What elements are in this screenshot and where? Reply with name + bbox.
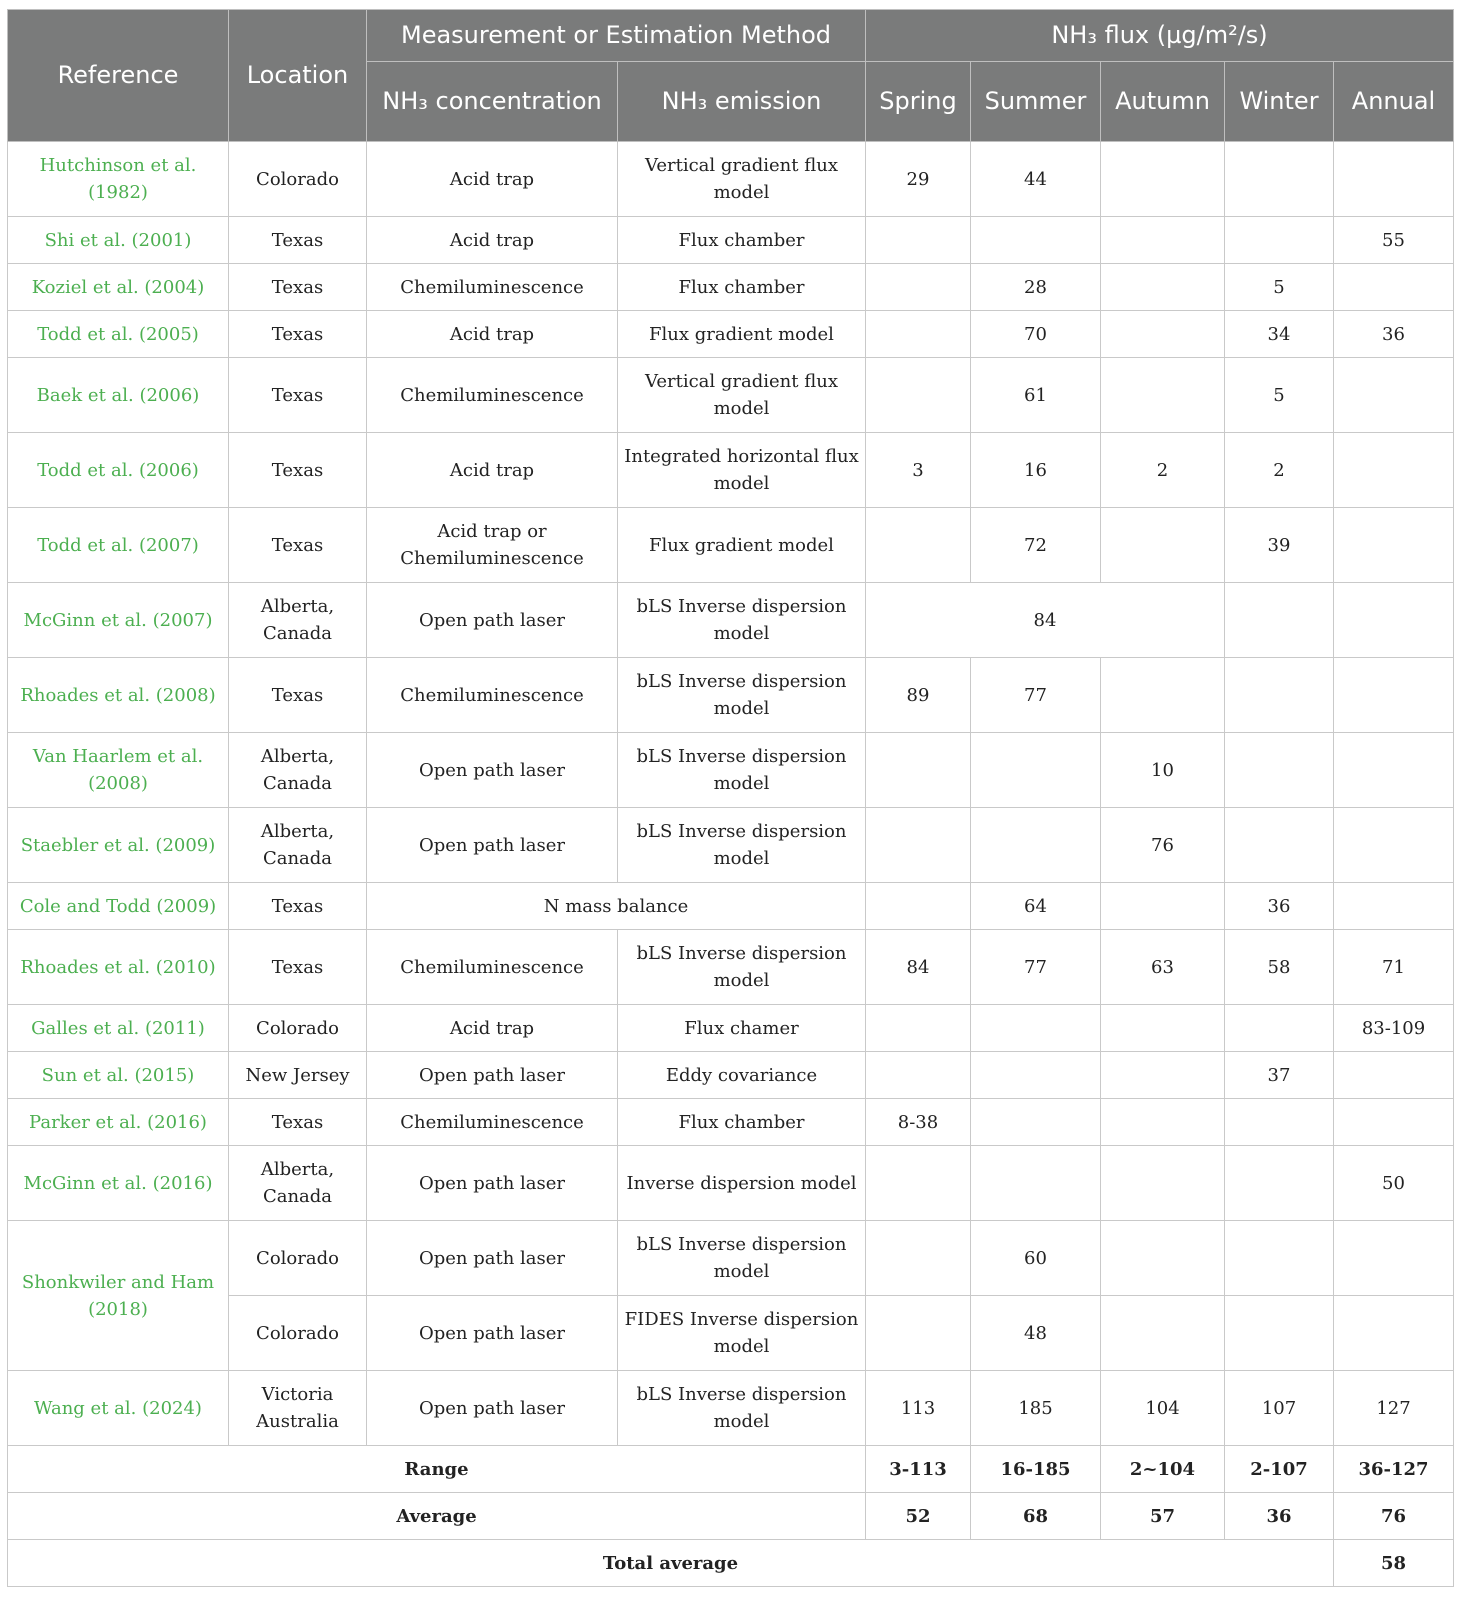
concentration-cell: Open path laser	[367, 1371, 618, 1446]
table-row	[8, 658, 1454, 733]
location-cell: Texas	[229, 883, 367, 930]
table-row	[8, 583, 1454, 658]
spring-cell	[866, 1296, 971, 1371]
emission-cell: bLS Inverse dispersion model	[618, 1371, 866, 1446]
spring-cell	[866, 883, 971, 930]
summer-cell: 44	[971, 142, 1101, 217]
location-cell: Texas	[229, 217, 367, 264]
autumn-cell	[1101, 658, 1225, 733]
table-row	[8, 1146, 1454, 1221]
winter-cell: 2	[1225, 433, 1334, 508]
location-cell: Texas	[229, 433, 367, 508]
total-average-annual: 58	[1334, 1540, 1454, 1587]
summer-cell	[971, 1005, 1101, 1052]
location-cell: Texas	[229, 358, 367, 433]
emission-cell: Flux gradient model	[618, 311, 866, 358]
annual-cell	[1334, 583, 1454, 658]
header-annual: Annual	[1334, 62, 1454, 142]
table-row	[8, 508, 1454, 583]
table-row	[8, 217, 1454, 264]
concentration-cell: Open path laser	[367, 1146, 618, 1221]
winter-cell	[1225, 1005, 1334, 1052]
reference-link[interactable]: Sun et al. (2015)	[8, 1052, 229, 1099]
table-row	[8, 808, 1454, 883]
spring-cell	[866, 1221, 971, 1296]
summer-cell	[971, 1146, 1101, 1221]
header-nh3-concentration: NH₃ concentration	[367, 62, 618, 142]
concentration-cell: Chemiluminescence	[367, 658, 618, 733]
reference-link[interactable]: Hutchinson et al. (1982)	[8, 142, 229, 217]
emission-cell: FIDES Inverse dispersion model	[618, 1296, 866, 1371]
concentration-cell: Open path laser	[367, 583, 618, 658]
average-winter: 36	[1225, 1493, 1334, 1540]
annual-cell: 36	[1334, 311, 1454, 358]
autumn-cell: 2	[1101, 433, 1225, 508]
concentration-cell: Chemiluminescence	[367, 1099, 618, 1146]
autumn-cell	[1101, 1099, 1225, 1146]
summer-cell	[971, 217, 1101, 264]
spring-cell	[866, 1146, 971, 1221]
concentration-cell: Chemiluminescence	[367, 930, 618, 1005]
annual-cell: 55	[1334, 217, 1454, 264]
winter-cell: 36	[1225, 883, 1334, 930]
emission-cell: Vertical gradient flux model	[618, 358, 866, 433]
annual-cell	[1334, 808, 1454, 883]
emission-cell: Inverse dispersion model	[618, 1146, 866, 1221]
table-row	[8, 358, 1454, 433]
header-reference: Reference	[8, 10, 229, 142]
location-cell: Texas	[229, 311, 367, 358]
reference-link[interactable]: Rhoades et al. (2010)	[8, 930, 229, 1005]
winter-cell: 5	[1225, 264, 1334, 311]
range-autumn: 2~104	[1101, 1446, 1225, 1493]
winter-cell	[1225, 808, 1334, 883]
range-spring: 3-113	[866, 1446, 971, 1493]
autumn-cell	[1101, 1221, 1225, 1296]
summer-cell: 64	[971, 883, 1101, 930]
location-cell: Texas	[229, 508, 367, 583]
emission-cell: bLS Inverse dispersion model	[618, 583, 866, 658]
summer-cell: 61	[971, 358, 1101, 433]
location-cell: Alberta, Canada	[229, 1146, 367, 1221]
concentration-cell: Acid trap	[367, 1005, 618, 1052]
spring-cell: 113	[866, 1371, 971, 1446]
location-cell: Alberta, Canada	[229, 583, 367, 658]
concentration-cell: Chemiluminescence	[367, 264, 618, 311]
autumn-cell	[1101, 311, 1225, 358]
autumn-cell: 10	[1101, 733, 1225, 808]
spring-to-autumn-cell: 84	[866, 583, 1225, 658]
spring-cell: 3	[866, 433, 971, 508]
header-nh3-emission: NH₃ emission	[618, 62, 866, 142]
spring-cell	[866, 358, 971, 433]
annual-cell	[1334, 433, 1454, 508]
reference-link[interactable]: Baek et al. (2006)	[8, 358, 229, 433]
annual-cell: 127	[1334, 1371, 1454, 1446]
autumn-cell	[1101, 358, 1225, 433]
table-row	[8, 733, 1454, 808]
emission-cell: Vertical gradient flux model	[618, 142, 866, 217]
table-row	[8, 433, 1454, 508]
concentration-cell: Open path laser	[367, 1296, 618, 1371]
winter-cell	[1225, 1296, 1334, 1371]
concentration-cell: Acid trap or Chemiluminescence	[367, 508, 618, 583]
location-cell: Alberta, Canada	[229, 733, 367, 808]
annual-cell: 50	[1334, 1146, 1454, 1221]
header-autumn: Autumn	[1101, 62, 1225, 142]
winter-cell	[1225, 1099, 1334, 1146]
location-cell: Colorado	[229, 1296, 367, 1371]
winter-cell	[1225, 1221, 1334, 1296]
autumn-cell	[1101, 264, 1225, 311]
concentration-cell: Acid trap	[367, 142, 618, 217]
spring-cell	[866, 217, 971, 264]
location-cell: Texas	[229, 658, 367, 733]
concentration-cell: Acid trap	[367, 217, 618, 264]
spring-cell	[866, 508, 971, 583]
autumn-cell	[1101, 1296, 1225, 1371]
average-annual: 76	[1334, 1493, 1454, 1540]
autumn-cell	[1101, 1005, 1225, 1052]
emission-cell: Flux chamber	[618, 264, 866, 311]
average-autumn: 57	[1101, 1493, 1225, 1540]
spring-cell	[866, 733, 971, 808]
annual-cell	[1334, 508, 1454, 583]
spring-cell	[866, 808, 971, 883]
range-winter: 2-107	[1225, 1446, 1334, 1493]
concentration-cell: Acid trap	[367, 311, 618, 358]
annual-cell	[1334, 1099, 1454, 1146]
reference-link[interactable]: Galles et al. (2011)	[8, 1005, 229, 1052]
autumn-cell	[1101, 883, 1225, 930]
method-cell: N mass balance	[367, 883, 866, 930]
location-cell: Texas	[229, 1099, 367, 1146]
header-winter: Winter	[1225, 62, 1334, 142]
table-row	[8, 1005, 1454, 1052]
table-row	[8, 930, 1454, 1005]
table-row	[8, 311, 1454, 358]
annual-cell	[1334, 1296, 1454, 1371]
location-cell: Texas	[229, 930, 367, 1005]
spring-cell	[866, 311, 971, 358]
summer-cell: 72	[971, 508, 1101, 583]
winter-cell: 107	[1225, 1371, 1334, 1446]
table-row	[8, 883, 1454, 930]
reference-link[interactable]: Koziel et al. (2004)	[8, 264, 229, 311]
emission-cell: bLS Inverse dispersion model	[618, 733, 866, 808]
spring-cell	[866, 1052, 971, 1099]
header-location: Location	[229, 10, 367, 142]
emission-cell: Eddy covariance	[618, 1052, 866, 1099]
range-annual: 36-127	[1334, 1446, 1454, 1493]
concentration-cell: Open path laser	[367, 1221, 618, 1296]
summer-cell: 16	[971, 433, 1101, 508]
emission-cell: Flux gradient model	[618, 508, 866, 583]
winter-cell	[1225, 217, 1334, 264]
autumn-cell	[1101, 508, 1225, 583]
reference-link[interactable]: Cole and Todd (2009)	[8, 883, 229, 930]
summer-cell	[971, 1052, 1101, 1099]
annual-cell	[1334, 264, 1454, 311]
emission-cell: Integrated horizontal flux model	[618, 433, 866, 508]
concentration-cell: Open path laser	[367, 733, 618, 808]
reference-link[interactable]: Todd et al. (2006)	[8, 433, 229, 508]
table-row	[8, 1221, 1454, 1296]
winter-cell	[1225, 1146, 1334, 1221]
winter-cell	[1225, 733, 1334, 808]
winter-cell: 5	[1225, 358, 1334, 433]
header-spring: Spring	[866, 62, 971, 142]
location-cell: Colorado	[229, 142, 367, 217]
summer-cell: 77	[971, 930, 1101, 1005]
table-row	[8, 1371, 1454, 1446]
total-average-row	[8, 1540, 1454, 1587]
autumn-cell: 76	[1101, 808, 1225, 883]
emission-cell: bLS Inverse dispersion model	[618, 808, 866, 883]
emission-cell: Flux chamer	[618, 1005, 866, 1052]
winter-cell: 39	[1225, 508, 1334, 583]
summer-cell	[971, 733, 1101, 808]
average-label: Average	[8, 1493, 866, 1540]
emission-cell: Flux chamber	[618, 1099, 866, 1146]
annual-cell	[1334, 358, 1454, 433]
summer-cell: 48	[971, 1296, 1101, 1371]
reference-link[interactable]: McGinn et al. (2016)	[8, 1146, 229, 1221]
summer-cell	[971, 808, 1101, 883]
summer-cell: 60	[971, 1221, 1101, 1296]
spring-cell: 84	[866, 930, 971, 1005]
winter-cell	[1225, 583, 1334, 658]
reference-link[interactable]: Wang et al. (2024)	[8, 1371, 229, 1446]
table-row	[8, 264, 1454, 311]
emission-cell: bLS Inverse dispersion model	[618, 658, 866, 733]
annual-cell: 83-109	[1334, 1005, 1454, 1052]
annual-cell	[1334, 1221, 1454, 1296]
winter-cell	[1225, 658, 1334, 733]
reference-link[interactable]: Staebler et al. (2009)	[8, 808, 229, 883]
annual-cell	[1334, 1052, 1454, 1099]
spring-cell: 29	[866, 142, 971, 217]
spring-cell: 89	[866, 658, 971, 733]
spring-cell	[866, 1005, 971, 1052]
reference-link[interactable]: Shi et al. (2001)	[8, 217, 229, 264]
summer-cell: 28	[971, 264, 1101, 311]
emission-cell: Flux chamber	[618, 217, 866, 264]
table-row	[8, 1099, 1454, 1146]
location-cell: New Jersey	[229, 1052, 367, 1099]
annual-cell	[1334, 142, 1454, 217]
annual-cell: 71	[1334, 930, 1454, 1005]
header-row-1	[8, 10, 1454, 62]
winter-cell: 58	[1225, 930, 1334, 1005]
reference-link[interactable]: Shonkwiler and Ham (2018)	[8, 1221, 229, 1371]
table-row	[8, 1052, 1454, 1099]
concentration-cell: Open path laser	[367, 1052, 618, 1099]
summer-cell: 185	[971, 1371, 1101, 1446]
reference-link[interactable]: Rhoades et al. (2008)	[8, 658, 229, 733]
average-summer: 68	[971, 1493, 1101, 1540]
autumn-cell: 104	[1101, 1371, 1225, 1446]
concentration-cell: Open path laser	[367, 808, 618, 883]
concentration-cell: Chemiluminescence	[367, 358, 618, 433]
autumn-cell	[1101, 217, 1225, 264]
range-row	[8, 1446, 1454, 1493]
winter-cell	[1225, 142, 1334, 217]
table-row	[8, 142, 1454, 217]
reference-link[interactable]: McGinn et al. (2007)	[8, 583, 229, 658]
reference-link[interactable]: Van Haarlem et al. (2008)	[8, 733, 229, 808]
autumn-cell	[1101, 1146, 1225, 1221]
winter-cell: 34	[1225, 311, 1334, 358]
summer-cell: 77	[971, 658, 1101, 733]
spring-cell: 8-38	[866, 1099, 971, 1146]
header-summer: Summer	[971, 62, 1101, 142]
range-summer: 16-185	[971, 1446, 1101, 1493]
range-label: Range	[8, 1446, 866, 1493]
location-cell: Victoria Australia	[229, 1371, 367, 1446]
autumn-cell	[1101, 142, 1225, 217]
summer-cell: 70	[971, 311, 1101, 358]
location-cell: Colorado	[229, 1221, 367, 1296]
autumn-cell	[1101, 1052, 1225, 1099]
summer-cell	[971, 1099, 1101, 1146]
winter-cell: 37	[1225, 1052, 1334, 1099]
spring-cell	[866, 264, 971, 311]
reference-link[interactable]: Parker et al. (2016)	[8, 1099, 229, 1146]
reference-link[interactable]: Todd et al. (2007)	[8, 508, 229, 583]
header-flux-group: NH₃ flux (µg/m²/s)	[866, 10, 1454, 62]
ammonia-flux-table	[7, 9, 1454, 1587]
location-cell: Texas	[229, 264, 367, 311]
annual-cell	[1334, 733, 1454, 808]
reference-link[interactable]: Todd et al. (2005)	[8, 311, 229, 358]
concentration-cell: Acid trap	[367, 433, 618, 508]
annual-cell	[1334, 883, 1454, 930]
average-row	[8, 1493, 1454, 1540]
location-cell: Alberta, Canada	[229, 808, 367, 883]
header-method-group: Measurement or Estimation Method	[367, 10, 866, 62]
autumn-cell: 63	[1101, 930, 1225, 1005]
location-cell: Colorado	[229, 1005, 367, 1052]
emission-cell: bLS Inverse dispersion model	[618, 1221, 866, 1296]
emission-cell: bLS Inverse dispersion model	[618, 930, 866, 1005]
average-spring: 52	[866, 1493, 971, 1540]
annual-cell	[1334, 658, 1454, 733]
total-average-label: Total average	[8, 1540, 1334, 1587]
